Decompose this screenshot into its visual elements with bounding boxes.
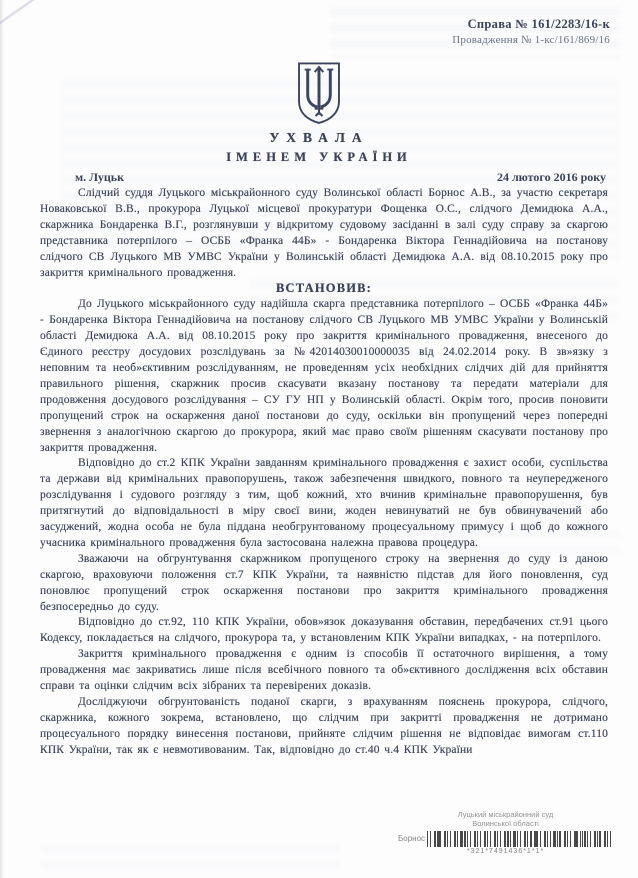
ink-bleed-through [40,845,340,870]
scan-corner-artifact [0,0,36,25]
stamp-court-name: Луцький міськрайонний суд [457,810,554,819]
paragraph: Закриття кримінального провадження є одним із способів її остаточного вирішення, а тому провадження має закриватись лише після всебічного повного та об»єктивного дослідження всіх обставин справи та оцінки слідчим всіх зібраних та перевірених доказів. [40,648,608,693]
paragraph: Досліджуючи обгрунтованість поданої скарги, з врахуванням пояснень прокурора, слідчого, скаржника, кожного зокрема, встановлено, що слідчим при закритті провадження не дотримано процесуального порядку винесення постанови, прийняте слідчим рішення не відповідає вимогам ст.110 КПК України, так як є невмотивованим. Так, відповідно до ст.40 ч.4 КПК України [40,696,608,756]
case-header [452,16,610,48]
ruling-body [40,186,608,759]
barcode-number: *321*7491436*1*1* [466,847,545,855]
barcode-icon [427,831,613,847]
place-city: м. Луцьк [75,170,124,184]
intro-paragraph: Слідчий суддя Луцького міськрайонного суду Волинської області Борнос А.В., за участю секретаря Новаковської В.В., прокурора Луцької місцевої прокуратури Фощенка О.С., слідчого Демидюка А.А., скаржника Бондаренка В.Г., розглянувши у відкритому судовому засіданні в залі суду справу за скаргою представника потерпілого – ОСББ «Франка 44Б» - Бондаренка Віктора Геннадійовича на постанову слідчого СВ Луцького МВ УМВС України у Волинській області Демидюка А.А. від 08.10.2015 року про закриття кримінального провадження. [40,187,608,279]
paragraph: Відповідно до ст.2 КПК України завданням кримінального провадження є захист особи, суспільства та держави від кримінальних правопорушень, також забезпечення швидкого, повного та неупередженого розслідування і судового розгляду з тим, щоб кожний, хто вчинив кримінальне правопорушення, був притягнутий до відповідальності в міру своєї вини, жоден невинуватий не був обвинувачений або засуджений, жодна особа не була піддана необгрунтованому процесуальному примусу і щоб до кожного учасника кримінального провадження була застосована належна правова процедура. [40,457,608,549]
paragraph: До Луцького міськрайонного суду надійшла скарга представника потерпілого – ОСББ «Франка 44Б» - Бондаренка Віктора Геннадійовича на постанову слідчого СВ Луцького МВ УМВС України у Волинській області Демидюка А.А. від 08.10.2015 року про закриття кримінального провадження, внесеного до Єдиного реєстру досудових розслідувань за №42014030010000035 від 24.02.2014 року. В зв»язку з неповним та необ»єктивним розслідуванням, не проведенням усіх необхідних слідчих дій для прийняття правильного рішення, скаржник просив скасувати вказану постанову та передати матеріали для продовження досудового розслідування – СУ ГУ НП у Волинській області. Окрім того, просив поновити пропущений строк на оскарження даної постанови до суду, оскільки він пропущений через попередні звернення з аналогічною скаргою до прокурора, який має право своїм рішенням скасувати постанову про закриття провадження. [40,298,608,454]
document-title [0,128,638,167]
title-uhvala: УХВАЛА [269,130,369,145]
case-number: Справа № 161/2283/16-к [467,17,610,31]
paragraph: Відповідно до ст.92, 110 КПК України, обов»язок доказування обставин, передбачених ст.91 цього Кодексу, покладається на слідчого, прокурора та, у встановленим КПК України випадках, - на потерпілого. [40,616,608,645]
place-date-row [40,170,606,185]
ruling-date: 24 лютого 2016 року [496,170,606,184]
proceeding-number: Провадження № 1-кс/161/869/16 [452,33,610,46]
stamp-court-region: Волинської області [472,819,539,829]
coat-of-arms [0,60,638,131]
paragraph: Зважаючи на обгрунтування скаржником пропущеного строку на звернення до суду із даною скаргою, враховуючи положення ст.7 КПК України, та наявністю підстав для його поновлення, суд поновлює пропущений строк оскарження постанови про закриття кримінального провадження безпосередньо до суду. [40,552,608,613]
resolved-heading: ВСТАНОВИВ: [275,281,373,296]
stamp-signer-name: Борнос [398,834,426,844]
title-imenem-ukrainy: ІМЕНЕМ УКРАЇНИ [226,150,412,165]
court-registration-stamp [398,810,613,855]
